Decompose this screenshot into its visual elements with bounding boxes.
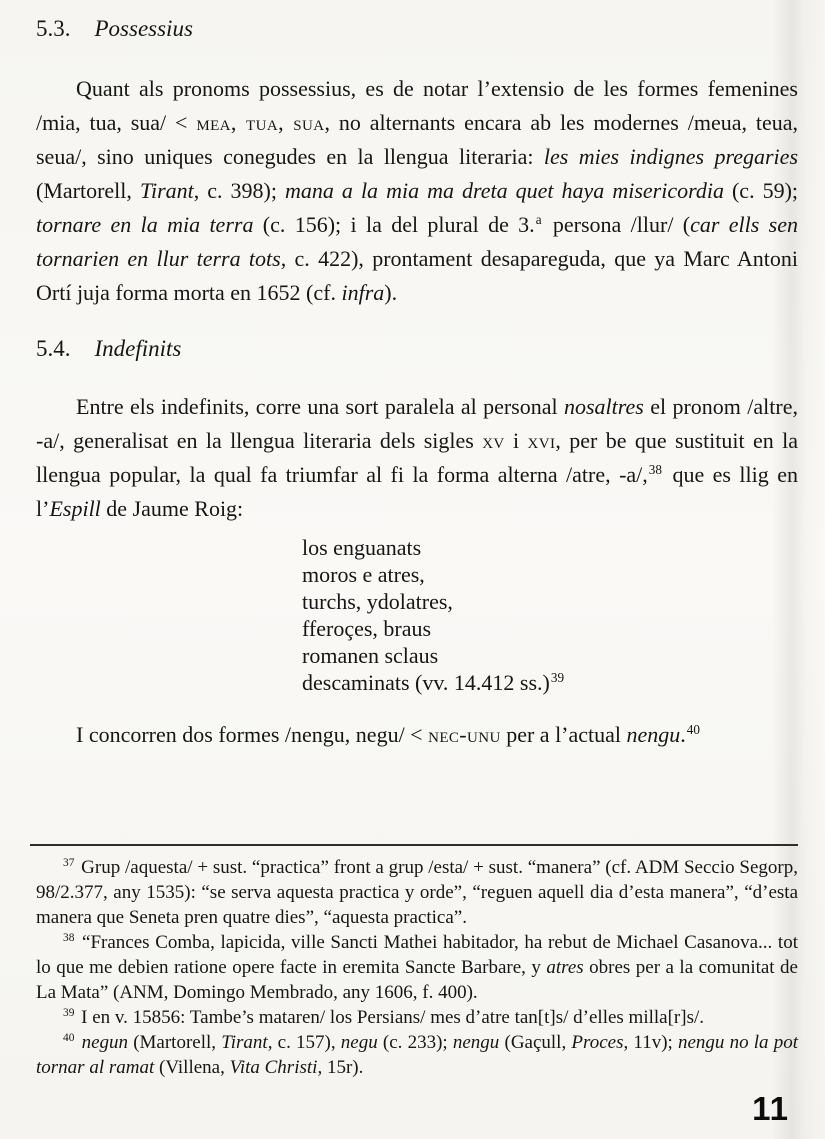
- text-run: I en v. 15856: Tambe’s mataren/ los Persians/ mes d’atre tan[t]s/ d’elles milla[r]s/.: [76, 1007, 705, 1028]
- text-run: xv: [482, 428, 505, 453]
- footnote-divider: [30, 844, 798, 846]
- text-run: , 11v);: [623, 1032, 678, 1053]
- text-run: (Gaçull,: [499, 1032, 572, 1053]
- text-run: romanen sclaus: [302, 643, 439, 668]
- text-run: I concorren dos formes /nengu, negu/ <: [76, 722, 429, 747]
- section-number: 5.4.: [36, 336, 71, 361]
- page-number: 11: [752, 1090, 789, 1127]
- text-run: xvi: [527, 428, 556, 453]
- text-run: 38: [648, 461, 662, 477]
- text-run: Tirant: [139, 178, 194, 203]
- text-run: atres: [546, 957, 584, 978]
- text-run: nengu no la pot tornar al ramat: [36, 1032, 799, 1078]
- text-run: , no alternants encara ab les modernes /meua, teua, seua/, sino uniques conegudes en la llengua literaria:: [36, 110, 799, 169]
- text-run: , 15r).: [317, 1057, 364, 1078]
- text-run: (Villena,: [154, 1057, 230, 1078]
- paragraph-possessius: [36, 72, 798, 310]
- text-run: , c. 157),: [267, 1032, 341, 1053]
- text-run: moros e atres,: [302, 562, 425, 587]
- text-run: Grup /aquesta/ + sust. “practica” front a grup /esta/ + sust. “manera” (cf. ADM Seccio Segorp, 98/2.377, any 1535): “se serva aquesta practica y orde”, “reguen aquell dia d’esta manera”, “d’esta manera que Seneta pren quatre dies”, “aquesta practica”.: [36, 857, 798, 928]
- text-run: Tirant: [221, 1032, 268, 1053]
- text-run: .: [680, 722, 686, 747]
- text-run: (c. 233);: [377, 1032, 453, 1053]
- verse-line: [302, 642, 798, 669]
- text-run: nengu: [452, 1032, 500, 1053]
- footnote-40: [36, 1030, 798, 1080]
- text-run: persona /llur/ (: [543, 212, 691, 237]
- text-run: los enguanats: [302, 535, 422, 560]
- text-run: Espill: [49, 496, 101, 521]
- text-run: (c. 59);: [723, 178, 799, 203]
- text-run: 40: [686, 721, 700, 737]
- text-run: a: [535, 211, 542, 227]
- text-run: car ells sen tornarien en llur terra tots: [36, 212, 799, 271]
- text-run: nec-unu: [428, 722, 501, 747]
- text-run: Quant als pronoms possessius, es de notar l’extensio de les formes femenines /mia, tua, sua/ <: [36, 76, 798, 135]
- paragraph-indefinits: [36, 390, 798, 526]
- verse-line: [302, 588, 798, 615]
- footnote-39: [36, 1005, 798, 1030]
- text-run: nosaltres: [564, 394, 644, 419]
- text-run: Entre els indefinits, corre una sort paralela al personal: [76, 394, 564, 419]
- section-heading-5-4: [36, 334, 798, 364]
- section-number: 5.3.: [36, 16, 71, 41]
- text-run: 38: [63, 931, 75, 944]
- text-run: (Martorell,: [128, 1032, 222, 1053]
- section-title: Possessius: [94, 16, 193, 41]
- text-run: 39: [63, 1006, 75, 1019]
- text-run: , per be que sustituit en la llengua popular, la qual fa triumfar al fi la forma alterna /atre, -a/,: [36, 428, 798, 487]
- text-run: Proces: [571, 1032, 624, 1053]
- text-run: (Martorell,: [36, 178, 140, 203]
- footnote-38: [36, 930, 798, 1005]
- text-run: el pronom /altre, -a/, generalisat en la llengua literaria dels sigles: [36, 394, 798, 453]
- text-run: ).: [384, 280, 398, 305]
- section-title: Indefinits: [94, 336, 182, 361]
- text-run: i: [504, 428, 528, 453]
- text-run: descaminats (vv. 14.412 ss.): [302, 670, 550, 695]
- verse-line: [302, 615, 798, 642]
- text-run: obres per a la comunitat de La Mata” (ANM, Domingo Membrado, any 1606, f. 400).: [36, 957, 798, 1003]
- text-run: nengu: [626, 722, 681, 747]
- text-run: mea, tua, sua: [196, 110, 325, 135]
- text-run: de Jaume Roig:: [100, 496, 244, 521]
- text-run: mana a la mia ma dreta quet haya misericordia: [285, 178, 724, 203]
- text-run: negun: [81, 1032, 129, 1053]
- verse-line: [302, 534, 798, 561]
- text-run: infra: [341, 280, 385, 305]
- text-run: “Frances Comba, lapicida, ville Sancti Mathei habitador, ha rebut de Michael Casanova... tot lo que me debien ratione opere facte in eremita Sancte Barbare, y: [36, 932, 798, 978]
- text-run: turchs, ydolatres,: [302, 589, 453, 614]
- verse-line: [302, 669, 798, 696]
- verse-line: [302, 561, 798, 588]
- text-run: que es llig en l’: [36, 462, 798, 521]
- footnotes-block: [36, 855, 798, 1080]
- text-run: les mies indignes pregaries: [543, 144, 798, 169]
- verse-quotation: [302, 534, 798, 696]
- text-run: per a l’actual: [500, 722, 627, 747]
- section-heading-5-3: [36, 14, 798, 44]
- text-run: , c. 422), prontament desapareguda, que ya Marc Antoni Ortí juja forma morta en 1652 (cf.: [36, 246, 798, 305]
- text-run: , c. 398);: [193, 178, 286, 203]
- text-run: negu: [340, 1032, 378, 1053]
- text-run: fferoçes, braus: [302, 616, 432, 641]
- text-run: 37: [63, 856, 75, 869]
- text-run: 40: [63, 1031, 75, 1044]
- text-run: 39: [550, 669, 565, 685]
- paragraph-nengu: [36, 718, 798, 752]
- text-run: (c. 156); i la del plural de 3.: [253, 212, 535, 237]
- text-run: Vita Christi: [229, 1057, 318, 1078]
- text-run: tornare en la mia terra: [36, 212, 254, 237]
- footnote-37: [36, 855, 798, 930]
